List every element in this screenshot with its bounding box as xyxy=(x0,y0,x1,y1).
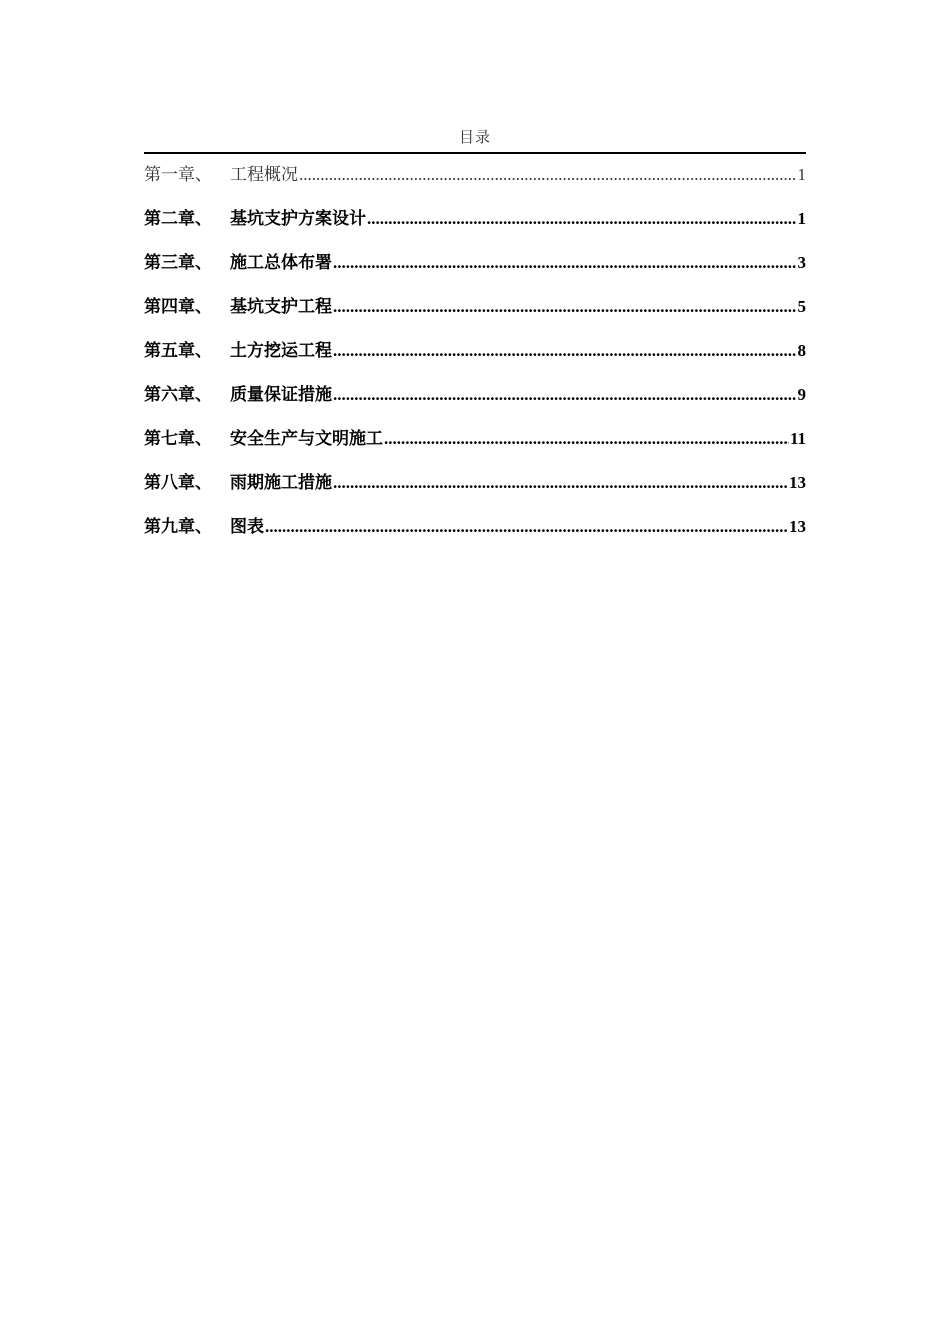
toc-entry-page: 11 xyxy=(789,429,806,448)
toc-list xyxy=(144,160,806,556)
toc-entry-page: 3 xyxy=(797,253,806,272)
toc-entry-title: 质量保证措施 xyxy=(230,385,332,405)
toc-dot-leader xyxy=(333,336,797,366)
toc-dot-leader xyxy=(367,204,797,234)
toc-entry[interactable] xyxy=(144,336,806,380)
toc-entry[interactable] xyxy=(144,204,806,248)
toc-dot-leader xyxy=(265,512,788,542)
toc-entry-number: 第四章、 xyxy=(144,297,212,317)
toc-entry-number: 第一章、 xyxy=(144,165,212,185)
toc-entry-title: 安全生产与文明施工 xyxy=(230,429,383,449)
toc-entry-title: 施工总体布署 xyxy=(230,253,332,273)
toc-entry-number: 第二章、 xyxy=(144,209,212,229)
toc-entry-title: 基坑支护方案设计 xyxy=(230,209,366,229)
toc-dot-leader xyxy=(333,292,797,322)
toc-entry[interactable] xyxy=(144,512,806,556)
toc-entry[interactable] xyxy=(144,424,806,468)
toc-entry-page: 1 xyxy=(797,209,806,228)
toc-entry-number: 第五章、 xyxy=(144,341,212,361)
toc-entry-title: 工程概况 xyxy=(230,165,298,185)
toc-entry-number: 第八章、 xyxy=(144,473,212,493)
toc-entry-page: 13 xyxy=(789,473,806,492)
toc-entry-page: 8 xyxy=(797,341,806,360)
toc-entry[interactable] xyxy=(144,160,806,204)
toc-entry-number: 第七章、 xyxy=(144,429,212,449)
toc-dot-leader xyxy=(384,424,789,454)
toc-entry-page: 5 xyxy=(797,297,806,316)
toc-header xyxy=(144,124,806,154)
toc-entry-title: 土方挖运工程 xyxy=(230,341,332,361)
toc-entry[interactable] xyxy=(144,380,806,424)
toc-entry-page: 1 xyxy=(797,165,806,184)
toc-entry-page: 9 xyxy=(797,385,806,404)
toc-title: 目录 xyxy=(458,128,491,146)
toc-entry[interactable] xyxy=(144,248,806,292)
toc-entry[interactable] xyxy=(144,468,806,512)
toc-dot-leader xyxy=(333,380,797,410)
toc-entry-number: 第三章、 xyxy=(144,253,212,273)
toc-dot-leader xyxy=(333,248,797,278)
toc-dot-leader xyxy=(299,160,797,190)
toc-entry-title: 图表 xyxy=(230,517,264,537)
toc-entry-number: 第九章、 xyxy=(144,517,212,537)
toc-dot-leader xyxy=(333,468,788,498)
toc-entry-page: 13 xyxy=(789,517,806,536)
toc-entry-title: 雨期施工措施 xyxy=(230,473,332,493)
toc-entry[interactable] xyxy=(144,292,806,336)
toc-entry-title: 基坑支护工程 xyxy=(230,297,332,317)
toc-entry-number: 第六章、 xyxy=(144,385,212,405)
